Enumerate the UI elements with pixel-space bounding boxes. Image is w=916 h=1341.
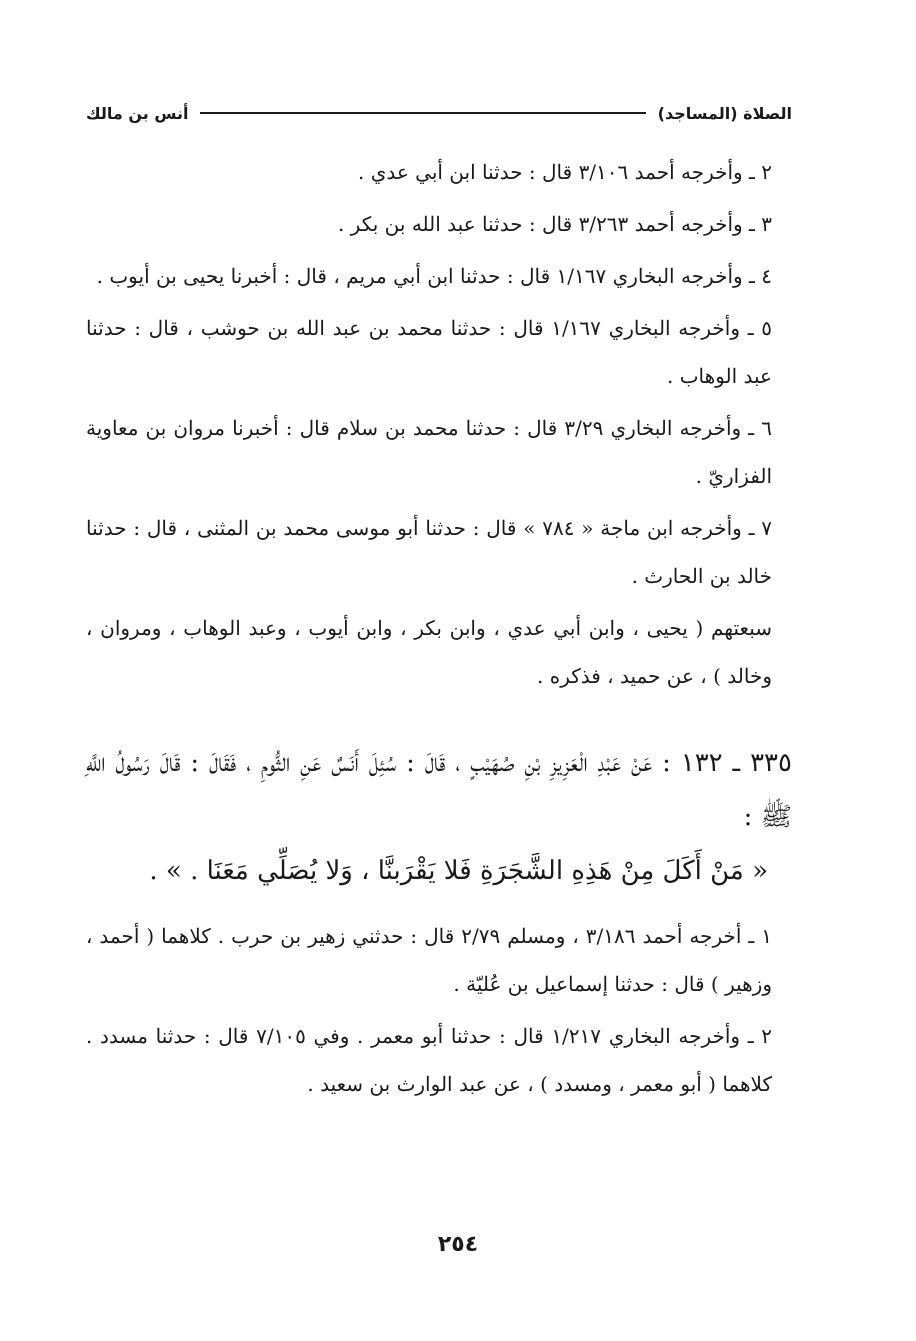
section-title: أنس بن مالك: [86, 103, 189, 123]
running-header: [86, 98, 792, 128]
hadith-quote: « مَنْ أَكَلَ مِنْ هَذِهِ الشَّجَرَةِ فَلا يَقْرَبنَّا ، وَلا يُصَلِّي مَعَنَا . » .: [149, 856, 768, 886]
note-paragraph: ١ ـ أخرجه أحمد ٣/١٨٦ ، ومسلم ٢/٧٩ قال : حدثني زهير بن حرب . كلاهما ( أحمد ، وزهير ) قال : حدثنا إسماعيل بن عُليّة .: [86, 924, 772, 996]
note-paragraph: ٧ ـ وأخرجه ابن ماجة « ٧٨٤ » قال : حدثنا أبو موسى محمد بن المثنى ، قال : حدثنا خالد بن الحارث .: [86, 516, 772, 588]
note-paragraph: ٤ ـ وأخرجه البخاري ١/١٦٧ قال : حدثنا ابن أبي مريم ، قال : أخبرنا يحيى بن أيوب .: [96, 264, 772, 288]
note-paragraph: ٣ ـ وأخرجه أحمد ٣/٢٦٣ قال : حدثنا عبد الله بن بكر .: [337, 212, 772, 236]
note-paragraph: ٢ ـ وأخرجه أحمد ٣/١٠٦ قال : حدثنا ابن أبي عدي .: [357, 160, 772, 184]
summary-paragraph: سبعتهم ( يحيى ، وابن أبي عدي ، وابن بكر ، وابن أيوب ، وعبد الوهاب ، ومروان ، وخالد ) ، عن حميد ، فذكره .: [86, 616, 772, 688]
note-paragraph: ٢ ـ وأخرجه البخاري ١/٢١٧ قال : حدثنا أبو معمر . وفي ٧/١٠٥ قال : حدثنا مسدد . كلاهما ( أبو معمر ، ومسدد ) ، عن عبد الوارث بن سعيد .: [86, 1024, 772, 1096]
chapter-title: الصلاة (المساجد): [657, 103, 792, 123]
hadith-isnad: ٣٣٥ ـ ١٣٢ : عَنْ عَبْدِ الْعَزِيزِ بْنِ صُهَيْبٍ ، قَالَ : سُئِلَ أَنَسٌ عَنِ الثُّومِ ، فَقَالَ : قَالَ رَسُولُ اللَّهِ ﷺ :: [86, 748, 792, 832]
header-rule: [200, 112, 645, 114]
note-paragraph: ٥ ـ وأخرجه البخاري ١/١٦٧ قال : حدثنا محمد بن عبد الله بن حوشب ، قال : حدثنا عبد الوهاب .: [86, 316, 772, 388]
page-body: [86, 148, 792, 1112]
page-number: ٢٥٤: [437, 1232, 479, 1257]
note-paragraph: ٦ ـ وأخرجه البخاري ٣/٢٩ قال : حدثنا محمد بن سلام قال : أخبرنا مروان بن معاوية الفزاريّ .: [86, 416, 772, 488]
hadith-text: [86, 736, 792, 898]
